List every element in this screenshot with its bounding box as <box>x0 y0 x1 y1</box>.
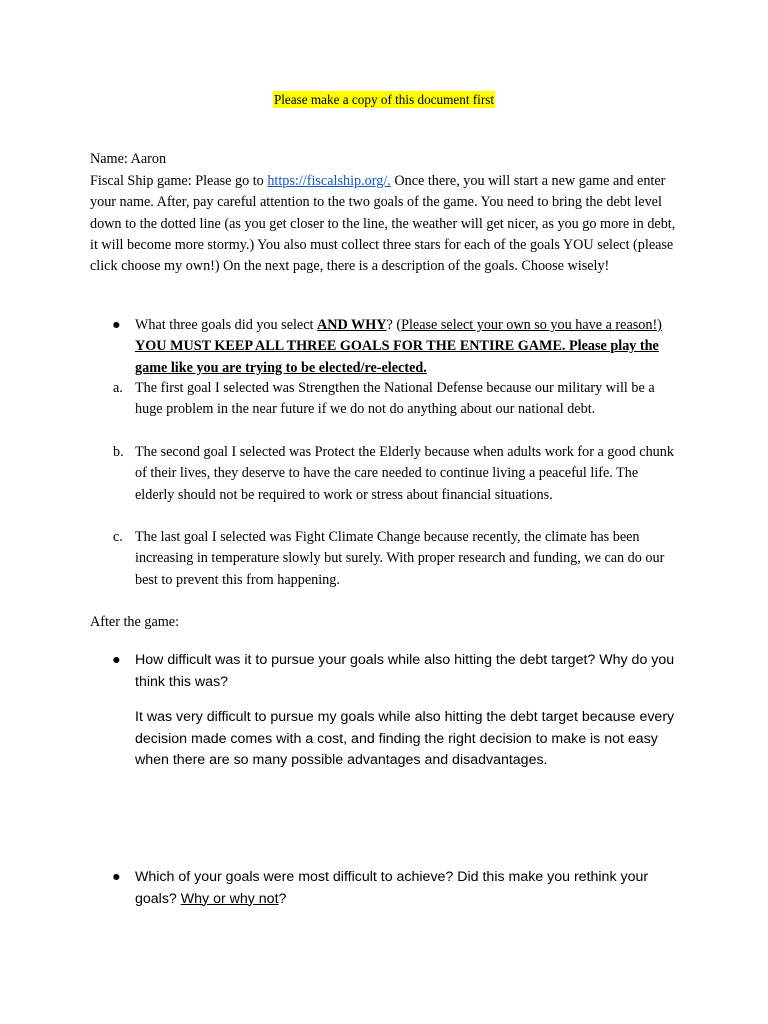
document-page <box>90 0 690 1024</box>
answer-a-text: The first goal I selected was Strengthen the National Defense because our military will be a huge problem in the near future if we do not do anything about our national debt. <box>135 380 655 418</box>
answer-a-marker: a. <box>113 380 123 396</box>
intro-text-before-link: Fiscal Ship game: Please go to <box>90 173 268 189</box>
bullet-marker: ● <box>112 317 121 333</box>
answer-b-text: The second goal I selected was Protect the Elderly because when adults work for a good chunk of their lives, they deserve to have the care needed to continue living a peaceful life. The elderly should not be required to work or stress about financial situations. <box>135 444 674 503</box>
question-1-prefix: What three goals did you select <box>135 317 318 333</box>
question-2-text: How difficult was it to pursue your goals while also hitting the debt target? Why do you think this was? <box>135 652 675 690</box>
header-note-wrap <box>90 92 678 109</box>
answer-c-marker: c. <box>113 529 123 545</box>
question-3-text <box>135 867 680 910</box>
question-1-qmark: ? ( <box>386 317 402 333</box>
answer-c-text: The last goal I selected was Fight Climate Change because recently, the climate has been increasing in temperature slowly but surely. With proper research and funding, we can do our best to prevent this from happening. <box>135 529 665 588</box>
keep-goals-instruction: YOU MUST KEEP ALL THREE GOALS FOR THE ENTIRE GAME. Please play the game like you are trying to be elected/re-elected. <box>135 338 659 376</box>
and-why-emphasis: AND WHY <box>317 317 387 333</box>
answer-b-marker: b. <box>113 444 124 460</box>
bullet-marker: ● <box>112 869 121 885</box>
header-note: Please make a copy of this document first <box>273 92 495 107</box>
fiscalship-link[interactable]: https://fiscalship.org/. <box>267 173 391 189</box>
after-game-heading: After the game: <box>90 614 180 630</box>
why-or-why-not: Why or why not <box>180 890 279 907</box>
select-own-note: Please select your own so you have a reason!) <box>401 317 662 333</box>
intro-text-after-link: Once there, you will start a new game and enter your name. After, pay careful attention to the two goals of the game. You need to bring the debt level down to the dotted line (as you get closer to the line, the weather will get nicer, as you go more in debt, it will become more stormy.) You also must collect three stars for each of the goals YOU select (please click choose my own!) On the next page, there is a description of the goals. Choose wisely! <box>90 173 676 275</box>
intro-paragraph <box>90 171 678 277</box>
question-1-text <box>135 315 680 379</box>
name-line: Name: Aaron <box>90 151 167 167</box>
question-3-main: Which of your goals were most difficult to achieve? Did this make you rethink your goals? <box>135 869 649 907</box>
question-3-end: ? <box>278 890 287 907</box>
bullet-marker: ● <box>112 652 121 668</box>
question-2-answer: It was very difficult to pursue my goals while also hitting the debt target because every decision made comes with a cost, and finding the right decision to make is not easy when there are so many possible advantages and disadvantages. <box>135 709 675 768</box>
